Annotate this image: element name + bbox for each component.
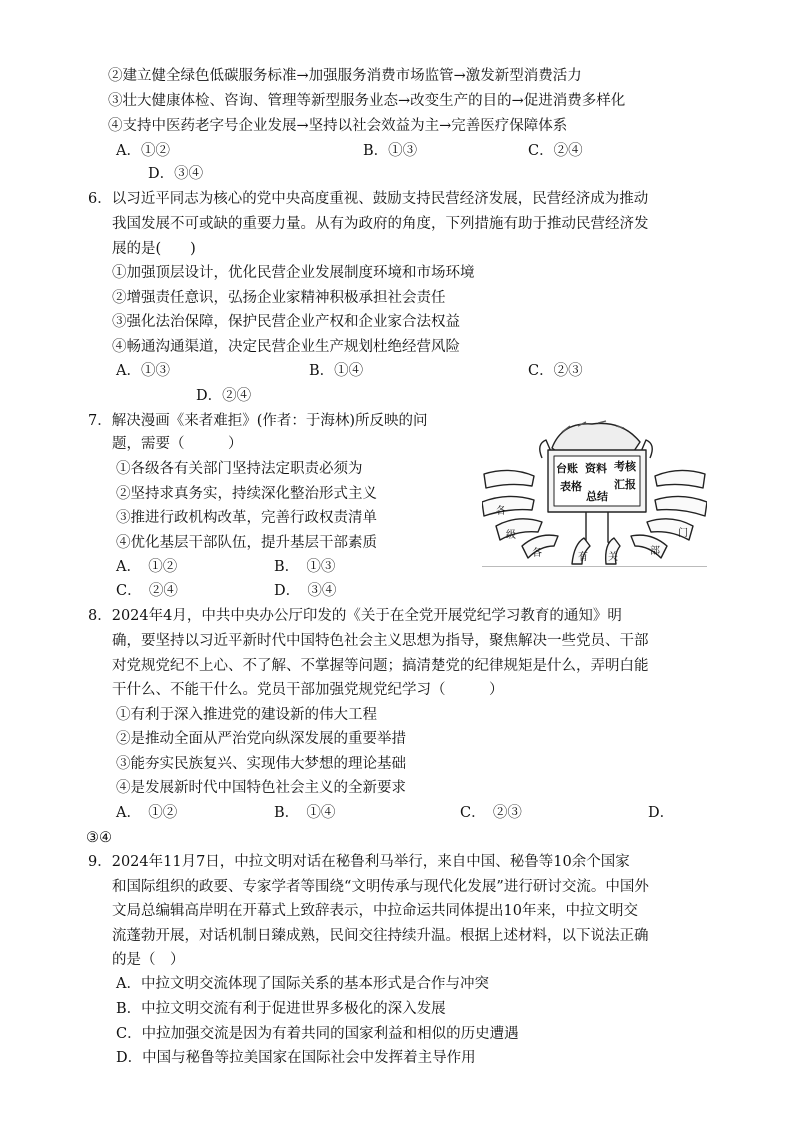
q6-statement-3: ③强化法治保障，保护民营企业产权和企业家合法权益 — [112, 314, 460, 330]
stack-word-6: 汇报 — [614, 478, 636, 491]
stack-word-4: 表格 — [560, 480, 582, 493]
q7-option-a[interactable]: A． ①② — [116, 559, 178, 575]
q9-stem-line-2: 和国际组织的政要、专家学者等围绕“文明传承与现代化发展”进行研讨交流。中国外 — [112, 879, 649, 895]
q8-option-d-value[interactable]: ③④ — [86, 830, 112, 846]
q8-statement-3: ③能夯实民族复兴、实现伟大梦想的理论基础 — [116, 756, 406, 772]
hand-label-7: 门 — [678, 528, 688, 539]
q5-option-a[interactable]: A．①② — [116, 143, 170, 159]
q8-stem-line-4: 干什么、不能干什么。党员干部加强党规党纪学习（ ） — [112, 682, 504, 698]
q9-option-d[interactable]: D．中国与秘鲁等拉美国家在国际社会中发挥着主导作用 — [116, 1050, 476, 1066]
q6-statement-2: ②增强责任意识，弘扬企业家精神积极承担社会责任 — [112, 290, 446, 306]
q6-stem-line-1: 6．以习近平同志为核心的党中央高度重视、鼓励支持民营经济发展，民营经济成为推动 — [88, 191, 649, 207]
cartoon-baseline — [482, 566, 707, 567]
q5-statement-3: ③壮大健康体检、咨询、管理等新型服务业态→改变生产的目的→促进消费多样化 — [108, 93, 626, 109]
q9-option-b[interactable]: B．中拉文明交流有利于促进世界多极化的深入发展 — [116, 1001, 446, 1017]
q7-option-b[interactable]: B． ①③ — [274, 559, 336, 575]
q6-stem-line-3: 展的是( ) — [112, 241, 196, 257]
stack-word-1: 台账 — [556, 462, 578, 475]
hand-label-5: 关 — [608, 552, 618, 563]
q8-option-a[interactable]: A． ①② — [116, 805, 178, 821]
stack-word-2: 资料 — [585, 462, 607, 475]
q7-statement-1: ①各级各有关部门坚持法定职责必须为 — [116, 461, 363, 477]
q9-stem-line-1: 9．2024年11月7日，中拉文明对话在秘鲁利马举行，来自中国、秘鲁等10余个国家 — [88, 854, 630, 870]
q6-option-c[interactable]: C．②③ — [528, 363, 583, 379]
q8-statement-1: ①有利于深入推进党的建设新的伟大工程 — [116, 707, 377, 723]
q7-statement-3: ③推进行政机构改革，完善行政权责清单 — [116, 510, 377, 526]
q8-option-c[interactable]: C． ②③ — [460, 805, 522, 821]
hand-label-1: 各 — [496, 506, 506, 517]
q8-statement-4: ④是发展新时代中国特色社会主义的全新要求 — [116, 780, 406, 796]
q9-option-c[interactable]: C．中拉加强交流是因为有着共同的国家利益和相似的历史遭遇 — [116, 1026, 519, 1042]
q7-option-c[interactable]: C． ②④ — [116, 583, 178, 599]
q8-stem-line-2: 确，要坚持以习近平新时代中国特色社会主义思想为指导，聚焦解决一些党员、干部 — [112, 633, 649, 649]
hand-label-4: 有 — [578, 552, 588, 563]
q8-option-b[interactable]: B． ①④ — [274, 805, 336, 821]
q7-stem-line-1: 7．解决漫画《来者难拒》(作者：于海林)所反映的问 — [88, 413, 428, 429]
q7-statement-4: ④优化基层干部队伍，提升基层干部素质 — [116, 535, 377, 551]
q7-cartoon-illustration — [482, 414, 707, 566]
hand-label-3: 各 — [532, 548, 542, 559]
q9-stem-line-3: 文局总编辑高岸明在开幕式上致辞表示，中拉命运共同体提出10年来，中拉文明交 — [112, 903, 638, 919]
hand-label-6: 部 — [650, 546, 660, 557]
q8-option-d[interactable]: D． — [648, 805, 675, 821]
q9-option-a[interactable]: A．中拉文明交流体现了国际关系的基本形式是合作与冲突 — [116, 976, 489, 992]
q8-stem-line-1: 8．2024年4月，中共中央办公厅印发的《关于在全党开展党纪学习教育的通知》明 — [88, 608, 622, 624]
q8-statement-2: ②是推动全面从严治党向纵深发展的重要举措 — [116, 731, 406, 747]
hand-label-2: 级 — [506, 530, 516, 541]
q6-stem-line-2: 我国发展不可或缺的重要力量。从有为政府的角度，下列措施有助于推动民营经济发 — [112, 216, 649, 232]
q5-option-b[interactable]: B．①③ — [363, 143, 418, 159]
q8-stem-line-3: 对党规党纪不上心、不了解、不掌握等问题；搞清楚党的纪律规矩是什么，弄明白能 — [112, 658, 649, 674]
stack-word-5: 总结 — [586, 490, 608, 503]
q6-option-b[interactable]: B．①④ — [309, 363, 364, 379]
q5-option-d[interactable]: D．③④ — [148, 166, 204, 182]
q7-option-d[interactable]: D． ③④ — [274, 583, 337, 599]
q5-statement-2: ②建立健全绿色低碳服务标准→加强服务消费市场监管→激发新型消费活力 — [108, 68, 582, 84]
q6-statement-1: ①加强顶层设计，优化民营企业发展制度环境和市场环境 — [112, 265, 475, 281]
q6-statement-4: ④畅通沟通渠道，决定民营企业生产规划杜绝经营风险 — [112, 339, 460, 355]
q9-stem-line-4: 流蓬勃开展，对话机制日臻成熟，民间交往持续升温。根据上述材料，以下说法正确 — [112, 928, 649, 944]
q5-statement-4: ④支持中医药老字号企业发展→坚持以社会效益为主→完善医疗保障体系 — [108, 118, 568, 134]
q5-option-c[interactable]: C．②④ — [528, 143, 583, 159]
q7-stem-line-2: 题，需要（ ） — [112, 436, 243, 452]
q6-option-d[interactable]: D．②④ — [196, 388, 252, 404]
cartoon-svg — [482, 414, 707, 566]
q9-stem-line-5: 的是（ ） — [112, 952, 185, 968]
stack-word-3: 考核 — [614, 460, 636, 473]
q7-statement-2: ②坚持求真务实，持续深化整治形式主义 — [116, 486, 377, 502]
q6-option-a[interactable]: A．①③ — [116, 363, 170, 379]
